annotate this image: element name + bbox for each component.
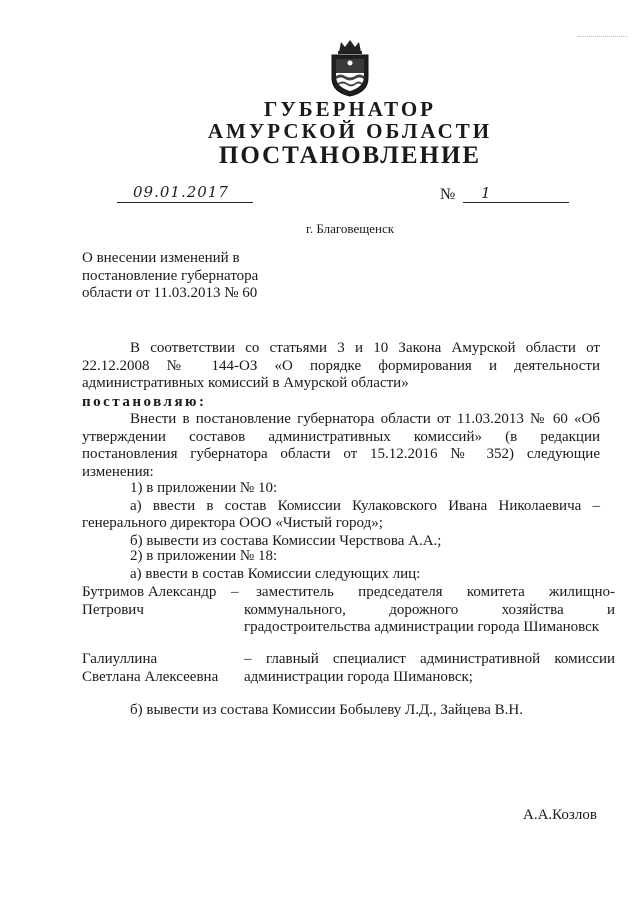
number-underline	[463, 202, 569, 203]
person-role	[244, 584, 615, 637]
number-label: №	[440, 186, 456, 203]
date-underline	[117, 202, 253, 203]
preamble-line: административных комиссий в Амурской области»	[82, 375, 409, 391]
number-handwritten: 1	[481, 184, 491, 202]
person-name: Бутримов Александр	[82, 584, 217, 600]
item-1-a-cont: генерального директора ООО «Чистый город»;	[82, 515, 383, 531]
item-1-heading: 1) в приложении № 10:	[130, 480, 278, 496]
city: г. Благовещенск	[305, 221, 395, 236]
person-role	[244, 651, 615, 686]
subject-line: области от 11.03.2013 № 60	[82, 285, 258, 301]
main-line: утверждении составов административных комиссий» (в редакции	[82, 428, 600, 445]
main-line: постановления губернатора области от 15.12.2016 № 352) следующие	[82, 446, 600, 462]
crown-icon	[338, 40, 362, 54]
item-2-a: а) ввести в состав Комиссии следующих лиц:	[130, 565, 421, 582]
item-1	[82, 480, 600, 550]
item-2	[82, 548, 600, 583]
preamble-line: 22.12.2008 № 144-ОЗ «О порядке формирования и деятельности	[82, 357, 600, 374]
item-2-heading: 2) в приложении № 18:	[130, 548, 278, 564]
decree-word: постановляю:	[82, 394, 207, 410]
subject-block	[82, 250, 258, 303]
main-line: Внести в постановление губернатора области от 11.03.2013 № 60 «Об	[130, 411, 600, 427]
preamble	[82, 340, 600, 393]
subject-line: постановление губернатора	[82, 267, 259, 284]
item-1-a: а) ввести в состав Комиссии Кулаковского Ивана Николаевича –	[130, 497, 600, 514]
date-handwritten: 09.01.2017	[133, 183, 229, 201]
preamble-line: В соответствии со статьями 3 и 10 Закона Амурской области от	[130, 340, 600, 356]
signatory-name: А.А.Козлов	[523, 807, 597, 823]
person-name: Светлана Алексеевна	[82, 669, 219, 685]
person-role-line: главный специалист административной комиссии	[266, 651, 615, 667]
person-role-line: градостроительства администрации города Шимановск	[244, 619, 600, 635]
main-clause	[82, 411, 600, 481]
subject-line: О внесении изменений в	[82, 250, 240, 266]
item-1-b: б) вывести из состава Комиссии Черствова А.А.;	[130, 532, 442, 549]
doc-type-title: ПОСТАНОВЛЕНИЕ	[218, 142, 482, 169]
title-governor: ГУБЕРНАТОР	[263, 97, 437, 121]
person-name: Петрович	[82, 602, 144, 618]
person-role-line: администрации города Шимановск;	[244, 668, 473, 685]
person-dash: –	[231, 584, 239, 600]
scan-artifact	[578, 36, 628, 41]
coat-of-arms-emblem	[327, 38, 373, 98]
item-2-b: б) вывести из состава Комиссии Бобылеву Л.Д., Зайцева В.Н.	[130, 702, 523, 718]
title-region: АМУРСКОЙ ОБЛАСТИ	[207, 119, 493, 143]
main-line: изменения:	[82, 463, 154, 480]
person-name: Галиуллина	[82, 651, 158, 667]
person-dash: –	[244, 651, 252, 667]
person-role-line: заместитель председателя комитета жилищно-	[256, 584, 615, 600]
person-role-line: коммунального, дорожного хозяйства и	[244, 601, 615, 618]
